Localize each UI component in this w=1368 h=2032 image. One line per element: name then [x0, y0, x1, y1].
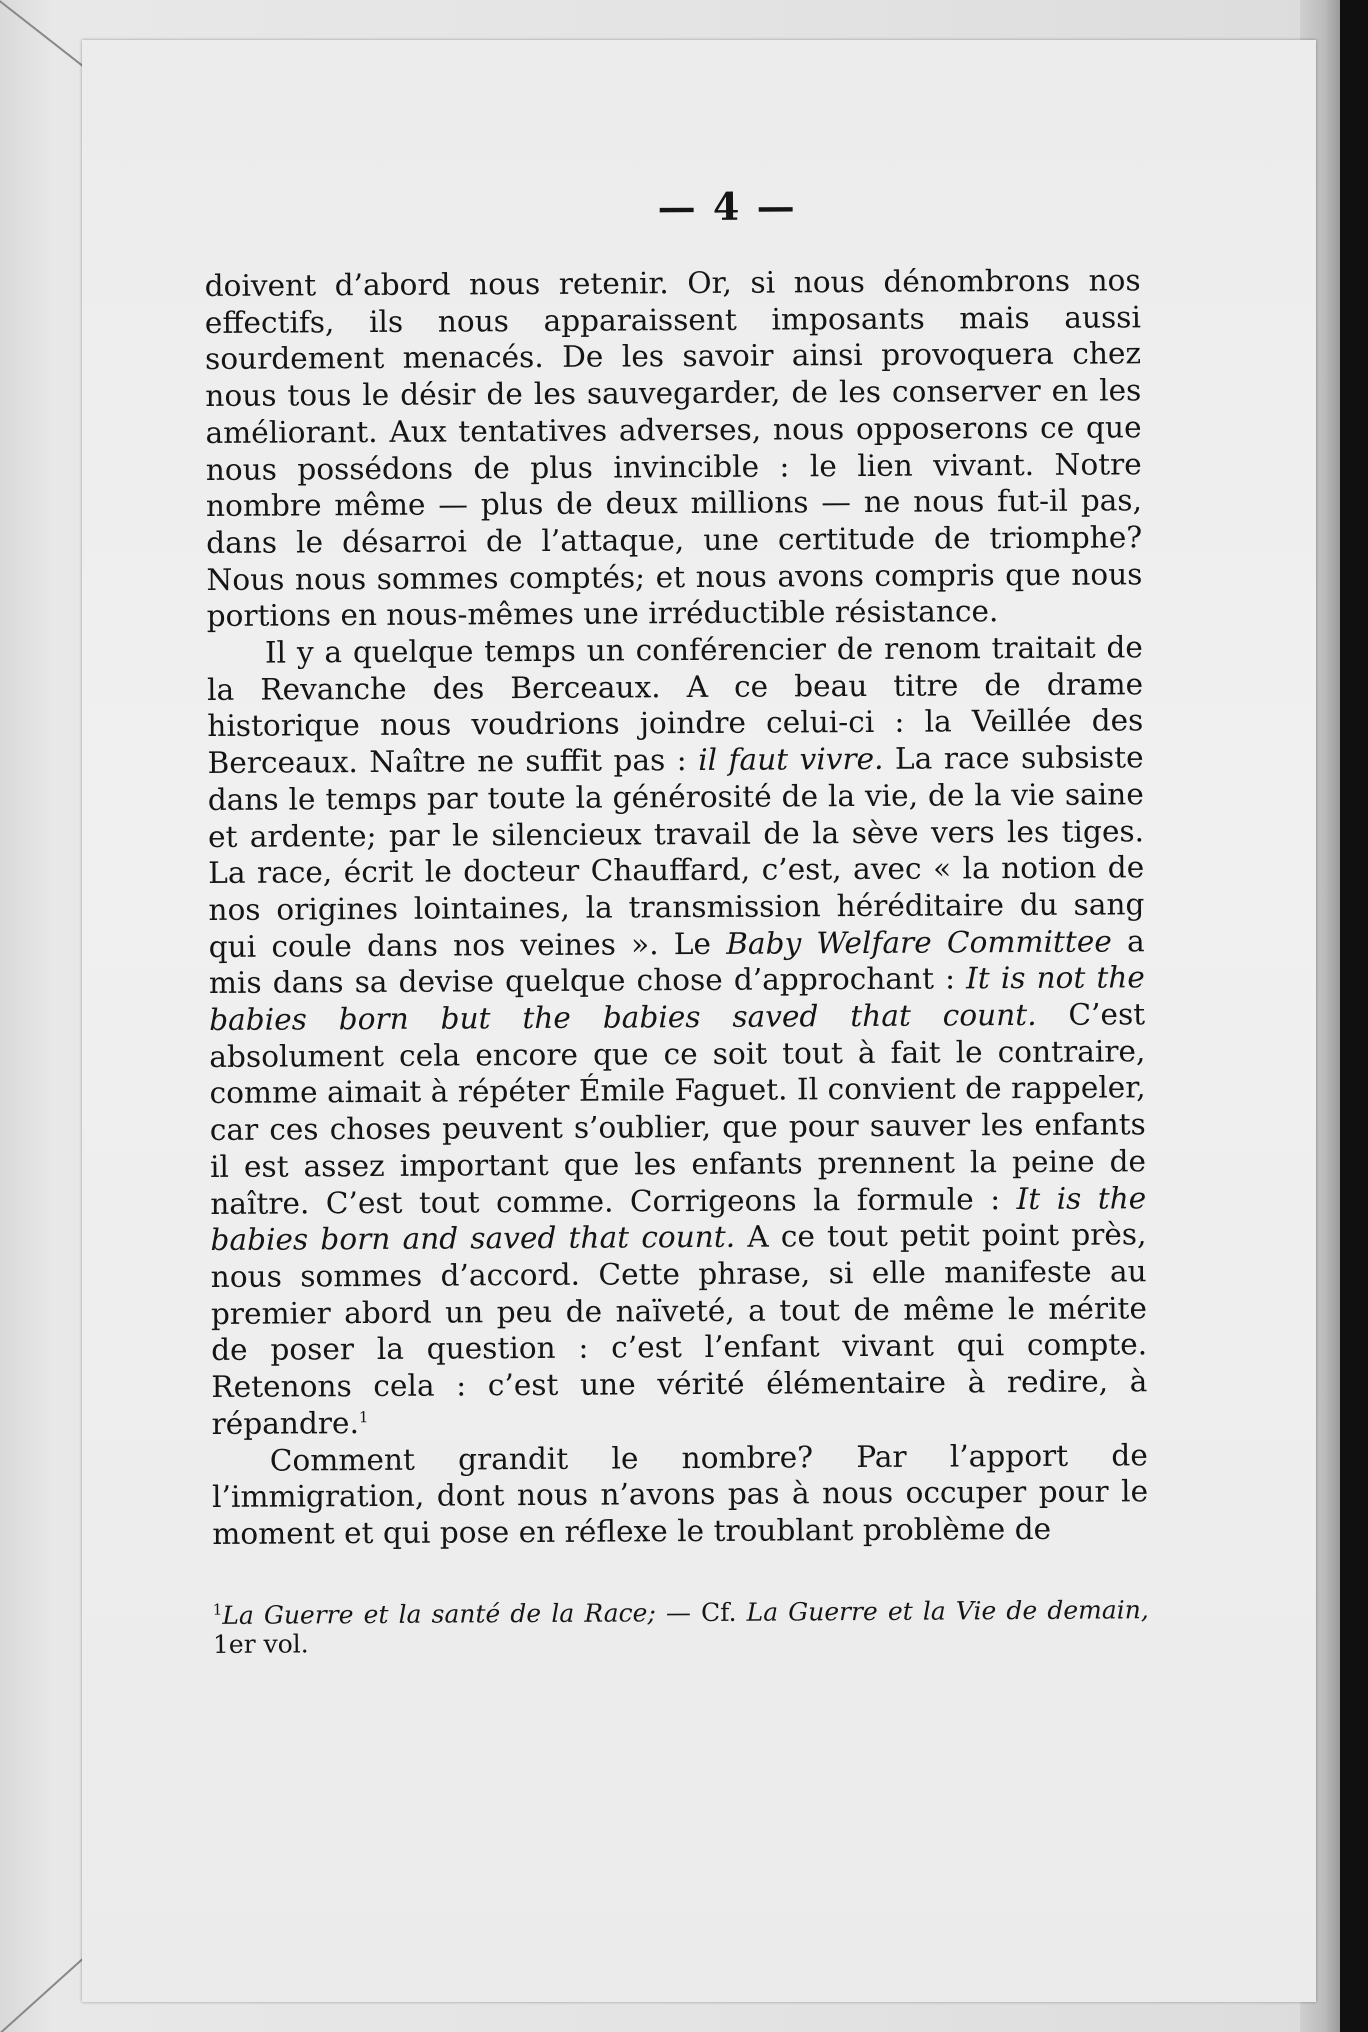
paragraph-text: a mis dans sa devise quelque chose d’approchant : — [208, 923, 1145, 1001]
footnote-text: — Cf. — [655, 1597, 747, 1627]
paragraph-2 — [207, 629, 1148, 1442]
page-number: — 4 — — [657, 183, 797, 230]
footnote-mark: 1 — [212, 1600, 223, 1619]
footnote-title: La Guerre et la Vie de demain, — [746, 1594, 1149, 1627]
page-text-block — [204, 174, 1149, 1658]
paragraph-text: Comment grandit le nombre? Par l’apport de l’immigration, dont nous n’avons pas à nous occuper pour le moment et qui pose en réflexe le troublant problème de — [211, 1437, 1149, 1551]
body-text — [205, 262, 1149, 1552]
footnote-title: La Guerre et la santé de la Race; — [222, 1597, 656, 1630]
italic-phrase: il faut vivre. — [698, 742, 884, 778]
footnote-text: 1er vol. — [212, 1628, 309, 1659]
footnote-reference: 1 — [358, 1407, 369, 1427]
paragraph-text: Il y a quelque temps un conférencier de renom traitait de la Revanche des Berceaux. A ce beau titre de drame historique nous voudrions joindre celui-ci : la Veillée des Berceaux. Naître ne suffit pas : — [207, 630, 1144, 781]
italic-quote: It is the babies born and saved that count. — [210, 1180, 1147, 1258]
footnote — [213, 1595, 1149, 1659]
italic-phrase: Baby Welfare Committee — [726, 924, 1112, 961]
paragraph-text: A ce tout petit point près, nous sommes d’accord. Cette phrase, si elle manifeste au premier abord un peu de naïveté, a tout de même le mérite de poser la question : c’est l’enfant vivant qui compte. Retenons cela : c’est une vérité élémentaire à redire, à répandre. — [210, 1217, 1148, 1441]
paragraph-text: C’est absolument cela encore que ce soit tout à fait le contraire, comme aimait à répéter Émile Faguet. Il convient de rappeler, car ces choses peuvent s’oublier, que pour sauver les enfants il est assez important que les enfants prennent la peine de naître. C’est tout comme. Corrigeons la formule : — [209, 997, 1147, 1221]
paragraph-text: doivent d’abord nous retenir. Or, si nous dénombrons nos effectifs, ils nous apparaissent imposants mais aussi sourdement menacés. De les savoir ainsi provoquera chez nous tous le désir de les sauvegarder, de les conserver en les améliorant. Aux tentatives adverses, nous opposerons ce que nous possédons de plus invincible : le lien vivant. Notre nombre même — plus de deux millions — ne nous fut-il pas, dans le désarroi de l’attaque, une certitude de triomphe? Nous nous sommes comptés; et nous avons compris que nous portions en nous-mêmes une irréductible résistance. — [204, 263, 1143, 634]
paragraph-3 — [212, 1437, 1149, 1553]
paragraph-1 — [205, 262, 1143, 635]
paragraph-text: La race subsiste dans le temps par toute la générosité de la vie, de la vie saine et ardente; par le silencieux travail de la sève vers les tiges. La race, écrit le docteur Chauffard, c’est, avec « la notion de nos origines lointaines, la transmission héréditaire du sang qui coule dans nos veines ». Le — [207, 740, 1145, 964]
dark-margin — [1340, 0, 1368, 2032]
italic-quote: It is not the babies born but the babies saved that count. — [209, 960, 1145, 1038]
